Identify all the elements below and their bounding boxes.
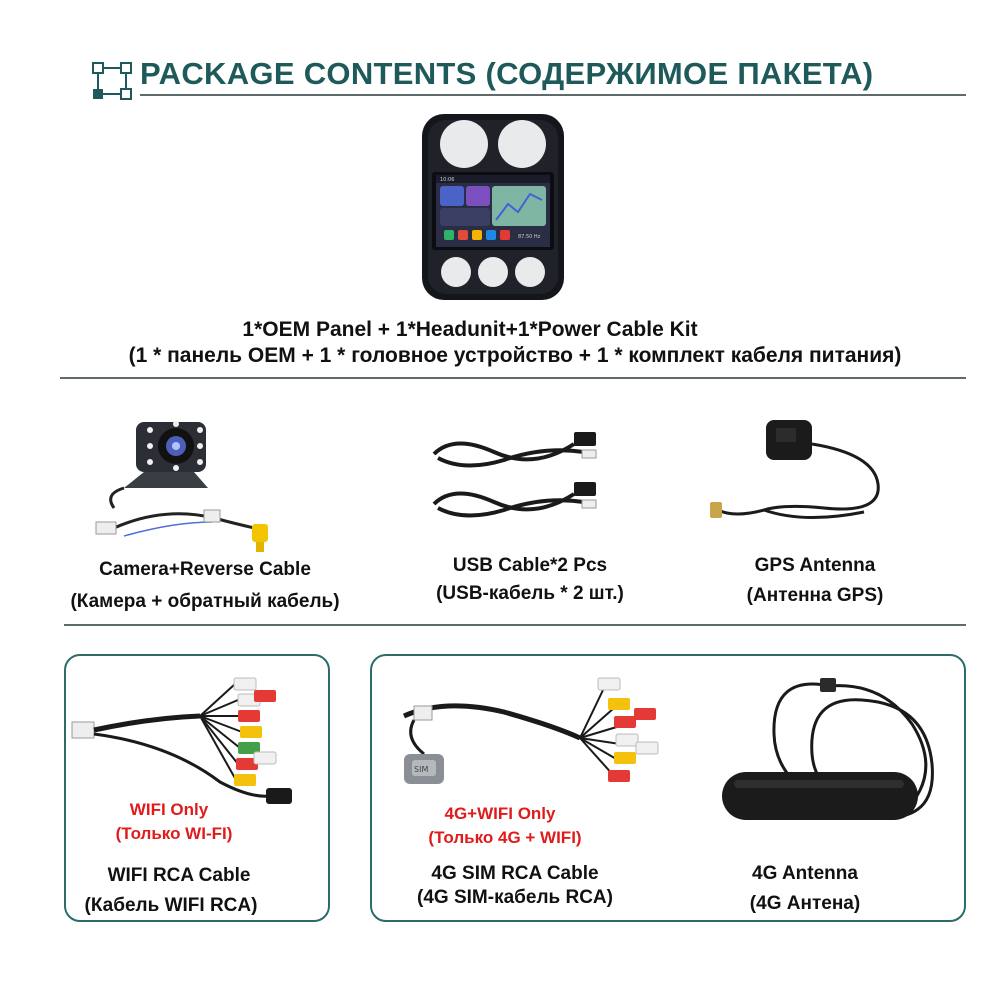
screen-clock: 10:06 xyxy=(440,177,455,183)
wifi-rca-caption-ru: (Кабель WIFI RCA) xyxy=(84,895,258,916)
gps-caption-ru: (Антенна GPS) xyxy=(746,585,884,606)
screen-frequency: 87.50 Hz xyxy=(518,234,541,240)
sim-rca-caption-ru: (4G SIM-кабель RCA) xyxy=(417,887,613,908)
section-divider-2 xyxy=(64,624,966,626)
sim-label: SIM xyxy=(414,765,429,774)
4g-wifi-only-note: 4G+WIFI Only xyxy=(444,804,556,823)
headunit-panel-image xyxy=(418,112,568,302)
usb-caption-en: USB Cable*2 Pcs xyxy=(452,555,608,576)
wifi-rca-cable-image xyxy=(70,664,300,814)
camera-caption-ru: (Камера + обратный кабель) xyxy=(70,591,340,612)
grid-frame-icon xyxy=(92,62,132,100)
gps-caption-en: GPS Antenna xyxy=(754,555,876,576)
usb-caption-ru: (USB-кабель * 2 шт.) xyxy=(436,583,624,604)
panel-caption-ru: (1 * панель OEM + 1 * головное устройство + 1 * комплект кабеля питания) xyxy=(128,344,902,367)
gps-antenna-image xyxy=(704,414,894,534)
sim-rca-cable-image xyxy=(384,668,664,798)
sim-rca-caption-en: 4G SIM RCA Cable xyxy=(431,863,599,884)
camera-reverse-cable-image xyxy=(84,410,304,560)
panel-caption-en: 1*OEM Panel + 1*Headunit+1*Power Cable Kit xyxy=(242,318,698,341)
page-title: PACKAGE CONTENTS (СОДЕРЖИМОЕ ПАКЕТА) xyxy=(140,56,874,91)
title-divider xyxy=(140,94,966,96)
wifi-only-note: WIFI Only xyxy=(129,800,209,819)
4g-antenna-caption-en: 4G Antenna xyxy=(752,863,858,884)
section-divider xyxy=(60,377,966,379)
4g-wifi-only-note-ru: (Только 4G + WIFI) xyxy=(428,828,582,847)
4g-antenna-caption-ru: (4G Антена) xyxy=(749,893,861,914)
4g-antenna-image xyxy=(712,664,952,844)
camera-caption-en: Camera+Reverse Cable xyxy=(99,559,311,580)
wifi-only-note-ru: (Только WI-FI) xyxy=(115,824,233,843)
wifi-rca-caption-en: WIFI RCA Cable xyxy=(107,865,251,886)
usb-cables-image xyxy=(424,424,614,534)
